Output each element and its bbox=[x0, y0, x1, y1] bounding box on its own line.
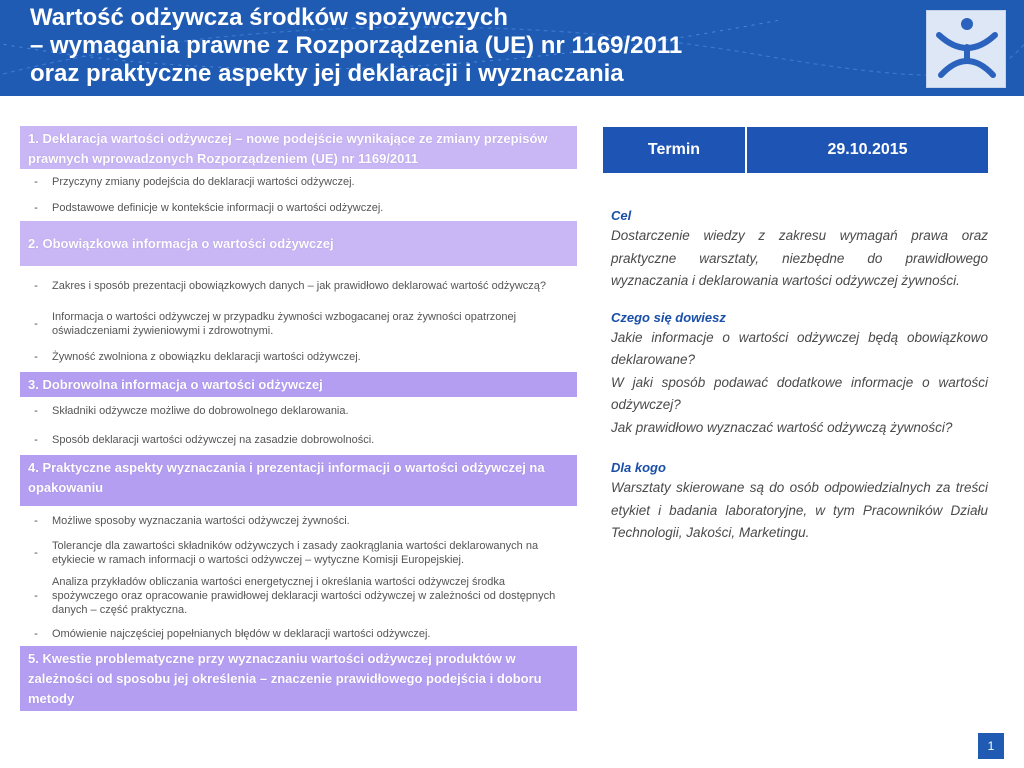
list-item bbox=[20, 622, 577, 646]
czego-block bbox=[603, 309, 988, 440]
section-4-items bbox=[20, 506, 577, 646]
section-2-items bbox=[20, 266, 577, 372]
program-column bbox=[20, 126, 577, 711]
section-3-heading: 3. Dobrowolna informacja o wartości odżywczej bbox=[20, 372, 577, 397]
logo-icon bbox=[926, 10, 1006, 88]
list-item-text: Możliwe sposoby wyznaczania wartości odżywczej żywności. bbox=[52, 515, 350, 527]
list-item-text: Omówienie najczęściej popełnianych błędów w deklaracji wartości odżywczej. bbox=[52, 628, 431, 640]
section-2-heading: 2. Obowiązkowa informacja o wartości odżywczej bbox=[20, 221, 577, 266]
list-item-text: Sposób deklaracji wartości odżywczej na zasadzie dobrowolności. bbox=[52, 434, 375, 446]
dash: - bbox=[34, 590, 38, 602]
list-item-text: Tolerancje dla zawartości składników odżywczych i zasady zaokrąglania wartości deklarowanych na etykiecie w ramach informacji o wartości odżywczej – wytyczne Komisji Europejskiej. bbox=[52, 540, 539, 566]
list-item-text: Podstawowe definicje w kontekście informacji o wartości odżywczej. bbox=[52, 202, 384, 214]
dash: - bbox=[34, 280, 38, 292]
page-title bbox=[30, 4, 682, 88]
title-line-2: – wymagania prawne z Rozporządzenia (UE) nr 1169/2011 bbox=[30, 32, 683, 59]
cel-block bbox=[603, 207, 988, 293]
page-number: 1 bbox=[978, 733, 1004, 759]
cel-title: Cel bbox=[611, 208, 632, 223]
header-banner bbox=[0, 0, 1024, 96]
info-column bbox=[603, 127, 988, 545]
dash: - bbox=[34, 318, 38, 330]
dla-kogo-title: Dla kogo bbox=[611, 460, 666, 475]
section-4-heading: 4. Praktyczne aspekty wyznaczania i prezentacji informacji o wartości odżywczej na opakowaniu bbox=[20, 455, 577, 506]
title-line-1: Wartość odżywcza środków spożywczych bbox=[30, 4, 508, 31]
czego-line-1: Jakie informacje o wartości odżywczej będą obowiązkowo deklarowane? bbox=[611, 329, 988, 367]
termin-table bbox=[603, 127, 988, 173]
dla-kogo-block bbox=[603, 459, 988, 545]
list-item bbox=[20, 570, 577, 622]
czego-line-3: Jak prawidłowo wyznaczać wartość odżywczą żywności? bbox=[611, 419, 953, 435]
list-item bbox=[20, 425, 577, 455]
cel-text: Dostarczenie wiedzy z zakresu wymagań prawa oraz praktyczne warsztaty, niezbędne do prawidłowego wyznaczania i deklarowania wartości odżywczej żywności. bbox=[611, 228, 988, 288]
czego-line-2: W jaki sposób podawać dodatkowe informacje o wartości odżywczej? bbox=[611, 374, 988, 412]
dash: - bbox=[34, 351, 38, 363]
list-item-text: Analiza przykładów obliczania wartości energetycznej i określania wartości odżywczej środka spożywczego oraz opracowanie prawidłowej deklaracji wartości odżywczej w zależności od dostępnych danych – część praktyczna. bbox=[52, 576, 556, 616]
list-item bbox=[20, 536, 577, 570]
czego-title: Czego się dowiesz bbox=[611, 309, 726, 325]
dla-kogo-text: Warsztaty skierowane są do osób odpowiedzialnych za treści etykiet i badania laboratoryjne, w tym Pracowników Działu Technologii, Jakości, Marketingu. bbox=[611, 480, 988, 540]
list-item bbox=[20, 342, 577, 372]
list-item-text: Informacja o wartości odżywczej w przypadku żywności wzbogacanej oraz żywności opatrzonej oświadczeniami żywieniowymi i zdrowotnymi. bbox=[52, 311, 517, 337]
list-item bbox=[20, 266, 577, 306]
dash: - bbox=[34, 547, 38, 559]
dash: - bbox=[34, 405, 38, 417]
section-5-heading: 5. Kwestie problematyczne przy wyznaczaniu wartości odżywczej produktów w zależności od sposobu jej określenia – znaczenie prawidłowego podejścia i doboru metody bbox=[20, 646, 577, 711]
section-3-items bbox=[20, 397, 577, 455]
list-item bbox=[20, 397, 577, 425]
title-line-3: oraz praktyczne aspekty jej deklaracji i wyznaczania bbox=[30, 60, 624, 87]
list-item-text: Żywność zwolniona z obowiązku deklaracji wartości odżywczej. bbox=[52, 351, 361, 363]
dash: - bbox=[34, 434, 38, 446]
dash: - bbox=[34, 202, 38, 214]
list-item-text: Zakres i sposób prezentacji obowiązkowych danych – jak prawidłowo deklarować wartość odżywczą? bbox=[52, 280, 547, 292]
termin-date: 29.10.2015 bbox=[747, 127, 988, 173]
list-item bbox=[20, 169, 577, 195]
list-item bbox=[20, 195, 577, 221]
section-1-items bbox=[20, 169, 577, 221]
termin-label: Termin bbox=[603, 127, 745, 173]
section-1-heading: 1. Deklaracja wartości odżywczej – nowe podejście wynikające ze zmiany przepisów prawnych wprowadzonych Rozporządzeniem (UE) nr 1169/2011 bbox=[20, 126, 577, 169]
dash: - bbox=[34, 176, 38, 188]
list-item-text: Składniki odżywcze możliwe do dobrowolnego deklarowania. bbox=[52, 405, 349, 417]
list-item bbox=[20, 506, 577, 536]
dash: - bbox=[34, 628, 38, 640]
list-item bbox=[20, 306, 577, 342]
dash: - bbox=[34, 515, 38, 527]
list-item-text: Przyczyny zmiany podejścia do deklaracji wartości odżywczej. bbox=[52, 176, 355, 188]
